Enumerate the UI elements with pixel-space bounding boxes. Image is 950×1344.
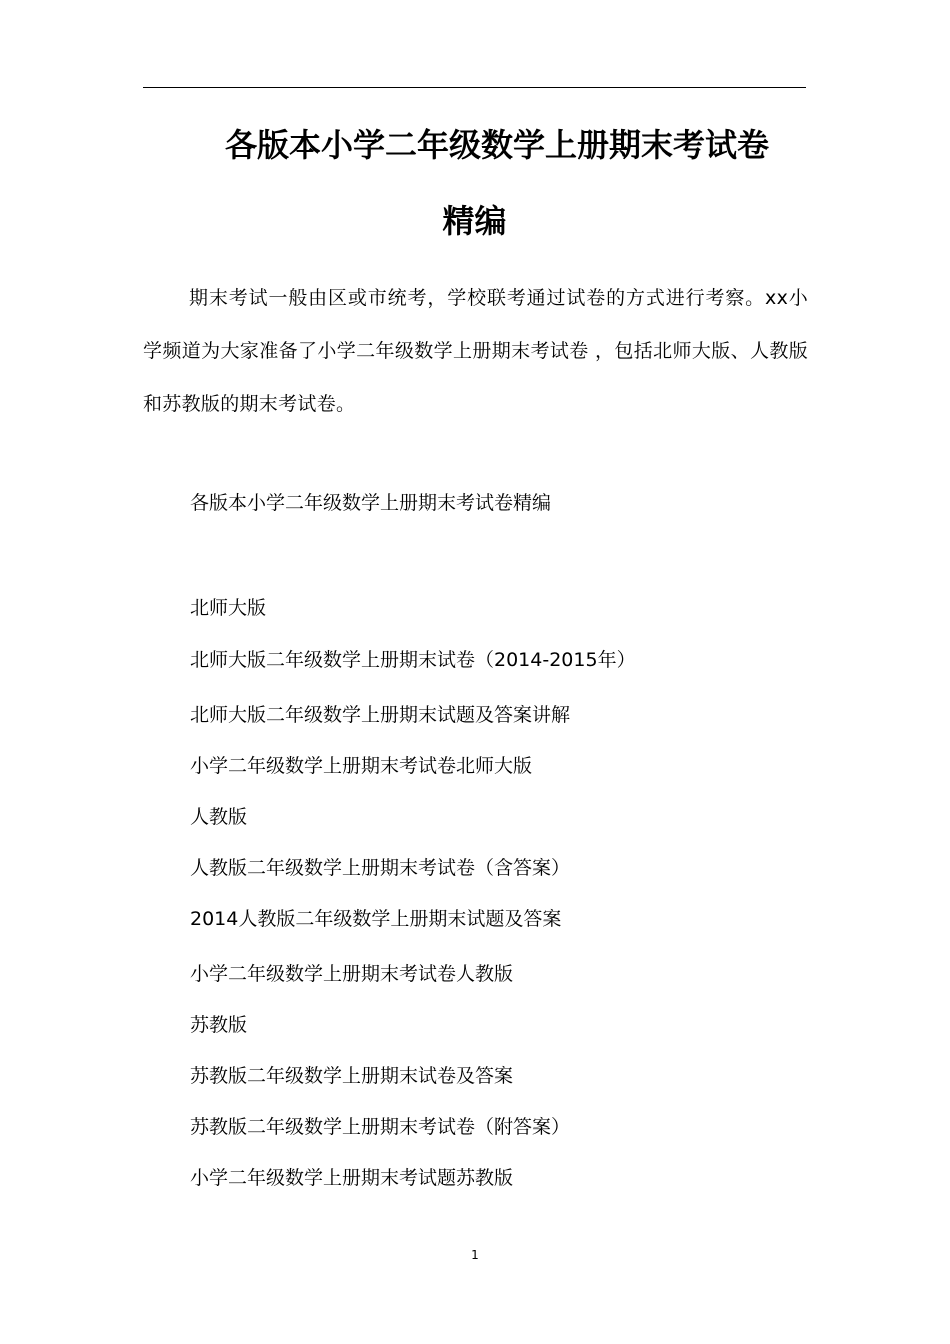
intro-paragraph: 期末考试一般由区或市统考，学校联考通过试卷的方式进行考察。xx小学频道为大家准备了小学二年级数学上册期末考试卷 ，包括北师大版、人教版和苏教版的期末考试卷。 bbox=[143, 287, 808, 415]
page-number: 1 bbox=[471, 1248, 479, 1262]
header-rule bbox=[143, 87, 806, 88]
list-item: 人教版二年级数学上册期末考试卷（含答案） bbox=[190, 857, 571, 879]
list-item: 2014人教版二年级数学上册期末试题及答案 bbox=[190, 908, 562, 930]
list-item: 小学二年级数学上册期末考试卷人教版 bbox=[190, 963, 514, 985]
list-item: 北师大版二年级数学上册期末试卷（2014-2015年） bbox=[190, 649, 636, 671]
list-item: 北师大版二年级数学上册期末试题及答案讲解 bbox=[190, 704, 571, 726]
section-heading-su: 苏教版 bbox=[190, 1014, 248, 1036]
page-title-line-2: 精编 bbox=[442, 202, 507, 240]
list-item: 苏教版二年级数学上册期末考试卷（附答案） bbox=[190, 1116, 571, 1138]
list-item: 苏教版二年级数学上册期末试卷及答案 bbox=[190, 1065, 514, 1087]
section-heading-pep: 人教版 bbox=[190, 806, 248, 828]
page-title-line-1: 各版本小学二年级数学上册期末考试卷 bbox=[225, 126, 770, 164]
section-heading-bnu: 北师大版 bbox=[190, 597, 267, 619]
list-item: 小学二年级数学上册期末考试卷北师大版 bbox=[190, 755, 533, 777]
subtitle-line: 各版本小学二年级数学上册期末考试卷精编 bbox=[190, 492, 552, 514]
list-item: 小学二年级数学上册期末考试题苏教版 bbox=[190, 1167, 514, 1189]
